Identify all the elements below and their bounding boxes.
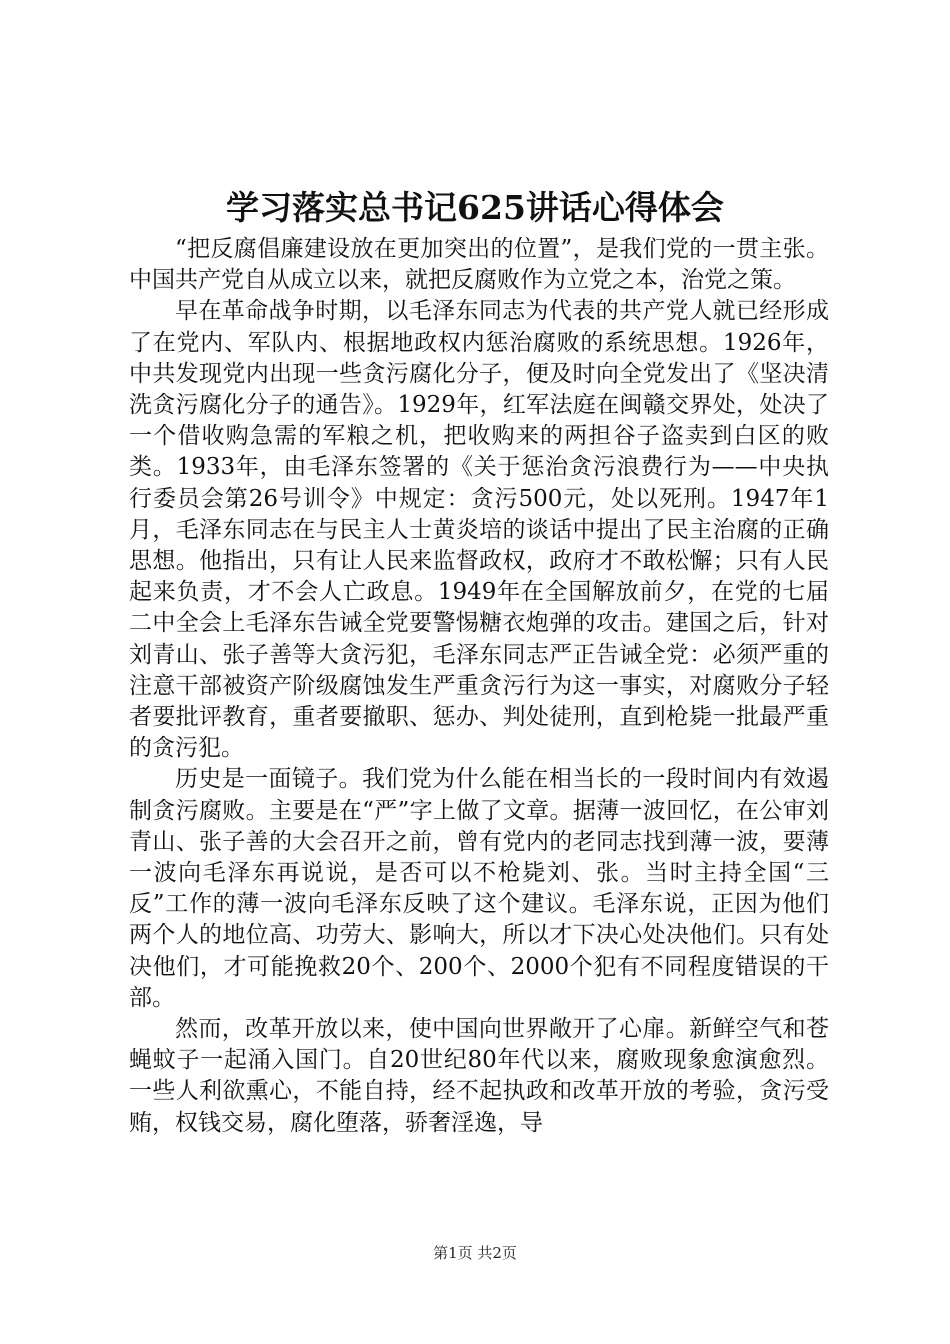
paragraph: “把反腐倡廉建设放在更加突出的位置”，是我们党的一贯主张。中国共产党自从成立以来，就把反腐败作为立党之本，治党之策。 [129,236,829,294]
paragraph: 早在革命战争时期，以毛泽东同志为代表的共产党人就已经形成了在党内、军队内、根据地政权内惩治腐败的系统思想。1926年，中共发现党内出现一些贪污腐化分子，便及时向全党发出了《坚决清洗贪污腐化分子的通告》。1929年，红军法庭在闽赣交界处，处决了一个借收购急需的军粮之机，把收购来的两担谷子盗卖到白区的败类。1933年，由毛泽东签署的《关于惩治贪污浪费行为——中央执行委员会第26号训令》中规定：贪污500元，处以死刑。1947年1月，毛泽东同志在与民主人士黄炎培的谈话中提出了民主治腐的正确思想。他指出，只有让人民来监督政权，政府才不敢松懈；只有人民起来负责，才不会人亡政息。1949年在全国解放前夕，在党的七届二中全会上毛泽东告诫全党要警惕糖衣炮弹的攻击。建国之后，针对刘青山、张子善等大贪污犯，毛泽东同志严正告诫全党：必须严重的注意干部被资产阶级腐蚀发生严重贪污行为这一事实，对腐败分子轻者要批评教育，重者要撤职、惩办、判处徒刑，直到枪毙一批最严重的贪污犯。 [129,298,829,762]
document-body [129,234,829,1139]
page-number-footer: 第1页 共2页 [433,1244,517,1262]
document-title: 学习落实总书记625讲话心得体会 [226,188,724,227]
paragraph: 历史是一面镜子。我们党为什么能在相当长的一段时间内有效遏制贪污腐败。主要是在“严”字上做了文章。据薄一波回忆，在公审刘青山、张子善的大会召开之前，曾有党内的老同志找到薄一波，要薄一波向毛泽东再说说，是否可以不枪毙刘、张。当时主持全国“三反”工作的薄一波向毛泽东反映了这个建议。毛泽东说，正因为他们两个人的地位高、功劳大、影响大，所以才下决心处决他们。只有处决他们，才可能挽救20个、200个、2000个犯有不同程度错误的干部。 [129,766,829,1011]
paragraph: 然而，改革开放以来，使中国向世界敞开了心扉。新鲜空气和苍蝇蚊子一起涌入国门。自20世纪80年代以来，腐败现象愈演愈烈。一些人利欲熏心，不能自持，经不起执政和改革开放的考验，贪污受贿，权钱交易，腐化堕落，骄奢淫逸，导 [129,1016,829,1136]
